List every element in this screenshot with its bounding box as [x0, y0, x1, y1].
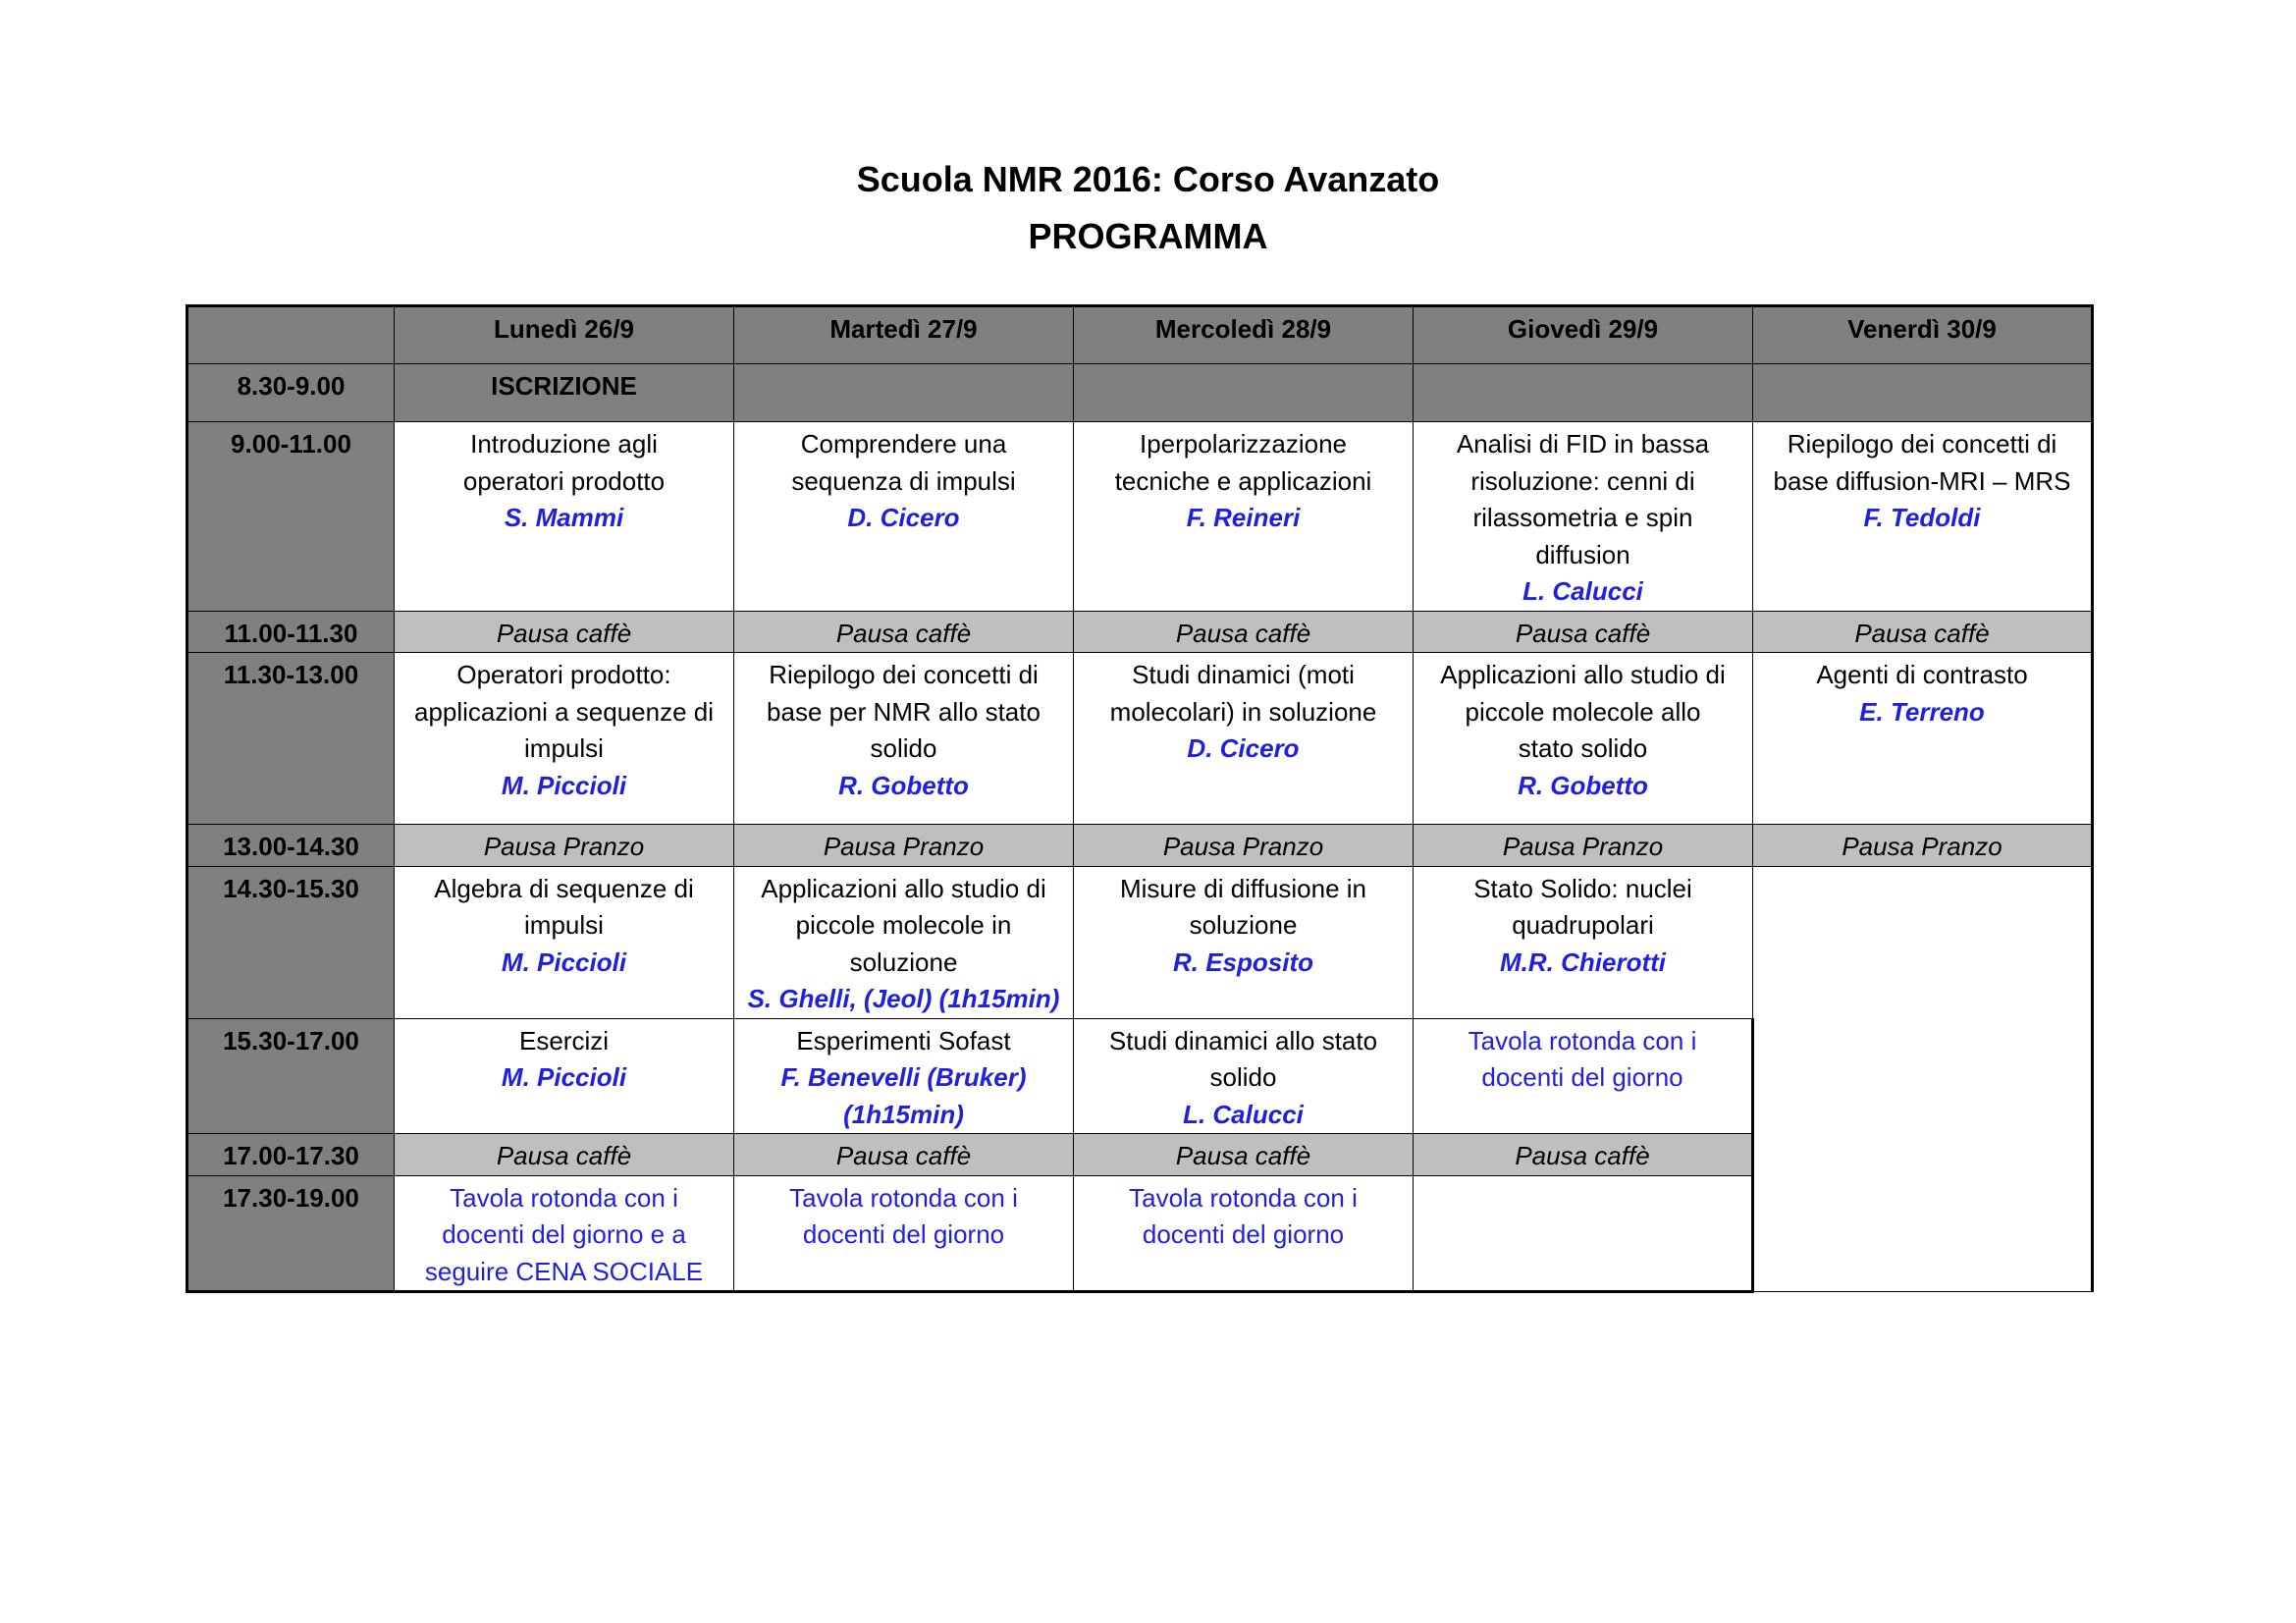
time-cell: 17.30-19.00 [187, 1175, 395, 1292]
lecturer-name: F. Reineri [1186, 503, 1301, 532]
day-header: Martedì 27/9 [734, 306, 1074, 364]
coffee-break-cell: Pausa caffè [1074, 1134, 1414, 1176]
session-topic: quadrupolari [1512, 910, 1654, 940]
lecturer-name: E. Terreno [1859, 696, 1985, 727]
time-cell: 15.30-17.00 [187, 1018, 395, 1134]
session-cell [395, 866, 734, 1018]
time-cell: 11.00-11.30 [187, 611, 395, 653]
session-topic: base diffusion-MRI – MRS [1773, 465, 2071, 496]
round-table-text: docenti del giorno [1481, 1062, 1683, 1092]
table-row [187, 364, 2093, 422]
session-cell [1074, 1018, 1414, 1134]
session-cell [1753, 653, 2093, 825]
empty-merged-cell [1753, 866, 2093, 1292]
session-cell [1414, 1018, 1753, 1134]
session-cell [1074, 1175, 1414, 1292]
round-table-text: Tavola rotonda con i [1129, 1182, 1358, 1213]
table-row [187, 611, 2093, 653]
lunch-break-cell: Pausa Pranzo [734, 825, 1074, 867]
coffee-break-cell: Pausa caffè [395, 611, 734, 653]
session-topic: solido [1209, 1062, 1277, 1092]
session-topic: diffusion [1535, 539, 1630, 569]
session-topic: Algebra di sequenze di [434, 873, 694, 903]
session-topic: piccole molecole in [795, 910, 1012, 940]
session-topic: Agenti di contrasto [1816, 660, 2028, 689]
session-cell [1414, 1175, 1753, 1292]
table-row [187, 653, 2093, 825]
registration-cell: ISCRIZIONE [395, 364, 734, 422]
session-topic: Introduzione agli [470, 429, 658, 459]
session-topic: tecniche e applicazioni [1114, 465, 1372, 496]
round-table-text: Tavola rotonda con i [789, 1182, 1018, 1213]
session-topic: Applicazioni allo studio di [1440, 660, 1726, 689]
corner-cell [187, 306, 395, 364]
empty-cell [734, 364, 1074, 422]
session-topic: operatori prodotto [462, 465, 666, 496]
round-table-text: docenti del giorno [1142, 1219, 1345, 1249]
lecturer-name: S. Mammi [504, 503, 624, 532]
lunch-break-cell: Pausa Pranzo [1753, 825, 2093, 867]
table-row [187, 825, 2093, 867]
session-topic: Analisi di FID in bassa [1456, 429, 1710, 459]
session-topic: Stato Solido: nuclei [1473, 873, 1692, 903]
page-subtitle: PROGRAMMA [1028, 216, 1268, 256]
lecturer-name: R. Esposito [1172, 947, 1313, 977]
table-row [187, 422, 2093, 612]
session-topic: Applicazioni allo studio di [761, 873, 1046, 903]
day-header: Venerdì 30/9 [1753, 306, 2093, 364]
empty-cell [1074, 364, 1414, 422]
time-cell: 9.00-11.00 [187, 422, 395, 612]
lecturer-name: S. Ghelli, (Jeol) (1h15min) [747, 984, 1060, 1013]
lunch-break-cell: Pausa Pranzo [395, 825, 734, 867]
session-cell [1753, 422, 2093, 612]
session-topic: Esercizi [518, 1025, 609, 1055]
day-header: Mercoledì 28/9 [1074, 306, 1414, 364]
session-cell [734, 1175, 1074, 1292]
lecturer-name: M. Piccioli [501, 1062, 627, 1092]
lecturer-name: F. Benevelli (Bruker) [780, 1062, 1027, 1092]
session-cell [1074, 422, 1414, 612]
session-cell [1414, 422, 1753, 612]
lunch-break-cell: Pausa Pranzo [1074, 825, 1414, 867]
coffee-break-cell: Pausa caffè [734, 611, 1074, 653]
time-cell: 14.30-15.30 [187, 866, 395, 1018]
time-cell: 11.30-13.00 [187, 653, 395, 825]
day-header: Giovedì 29/9 [1414, 306, 1753, 364]
round-table-text: seguire CENA SOCIALE [424, 1256, 704, 1286]
session-cell [1414, 866, 1753, 1018]
session-topic: base per NMR allo stato [767, 696, 1041, 727]
lecturer-name: F. Tedoldi [1863, 503, 1981, 532]
session-topic: stato solido [1518, 733, 1648, 763]
page-title: Scuola NMR 2016: Corso Avanzato [856, 159, 1440, 199]
lecturer-name: D. Cicero [847, 503, 960, 532]
session-cell [734, 866, 1074, 1018]
session-topic: Operatori prodotto: [456, 660, 671, 689]
time-cell: 13.00-14.30 [187, 825, 395, 867]
coffee-break-cell: Pausa caffè [1414, 1134, 1753, 1176]
session-topic: soluzione [849, 947, 958, 977]
lecturer-name: M. Piccioli [501, 770, 627, 800]
session-topic: risoluzione: cenni di [1470, 465, 1695, 496]
empty-cell [1414, 364, 1753, 422]
session-topic: soluzione [1189, 910, 1298, 940]
lecturer-name: R. Gobetto [1518, 770, 1648, 800]
round-table-text: Tavola rotonda con i [450, 1182, 678, 1213]
lecturer-name: L. Calucci [1522, 576, 1643, 606]
round-table-text: docenti del giorno e a [442, 1219, 686, 1249]
header-row [187, 306, 2093, 364]
time-cell: 8.30-9.00 [187, 364, 395, 422]
session-topic: Riepilogo dei concetti di [769, 660, 1039, 689]
time-cell: 17.00-17.30 [187, 1134, 395, 1176]
session-cell [395, 422, 734, 612]
session-topic: molecolari) in soluzione [1109, 696, 1377, 727]
session-cell [734, 653, 1074, 825]
lecturer-name: R. Gobetto [838, 770, 969, 800]
empty-cell [1753, 364, 2093, 422]
session-topic: sequenza di impulsi [791, 465, 1016, 496]
lecturer-name: D. Cicero [1187, 733, 1300, 763]
session-topic: impulsi [524, 733, 604, 763]
round-table-text: Tavola rotonda con i [1468, 1025, 1697, 1055]
lecturer-name: L. Calucci [1183, 1099, 1304, 1129]
session-cell [1074, 653, 1414, 825]
session-cell [1074, 866, 1414, 1018]
coffee-break-cell: Pausa caffè [1753, 611, 2093, 653]
session-topic: impulsi [524, 910, 604, 940]
round-table-text: docenti del giorno [802, 1219, 1005, 1249]
lecturer-name: M.R. Chierotti [1500, 947, 1666, 977]
coffee-break-cell: Pausa caffè [734, 1134, 1074, 1176]
coffee-break-cell: Pausa caffè [1414, 611, 1753, 653]
schedule-table [186, 304, 2094, 1293]
lecturer-name: M. Piccioli [501, 947, 627, 977]
session-topic: Iperpolarizzazione [1139, 429, 1347, 459]
session-cell [395, 1018, 734, 1134]
session-cell [1414, 653, 1753, 825]
session-topic: applicazioni a sequenze di [414, 696, 714, 727]
coffee-break-cell: Pausa caffè [395, 1134, 734, 1176]
lunch-break-cell: Pausa Pranzo [1414, 825, 1753, 867]
session-topic: piccole molecole allo [1465, 696, 1701, 727]
session-topic: solido [870, 733, 937, 763]
session-topic: Riepilogo dei concetti di [1787, 429, 2057, 459]
session-topic: rilassometria e spin [1472, 503, 1693, 532]
session-cell [395, 653, 734, 825]
session-topic: Comprendere una [800, 429, 1007, 459]
session-topic: Studi dinamici (moti [1132, 660, 1355, 689]
session-cell [734, 1018, 1074, 1134]
coffee-break-cell: Pausa caffè [1074, 611, 1414, 653]
session-topic: Misure di diffusione in [1120, 873, 1366, 903]
day-header: Lunedì 26/9 [395, 306, 734, 364]
table-row [187, 866, 2093, 1018]
session-topic: Esperimenti Sofast [796, 1025, 1011, 1055]
session-cell [395, 1175, 734, 1292]
session-cell [734, 422, 1074, 612]
lecturer-name: (1h15min) [843, 1099, 964, 1129]
session-topic: Studi dinamici allo stato [1108, 1025, 1378, 1055]
